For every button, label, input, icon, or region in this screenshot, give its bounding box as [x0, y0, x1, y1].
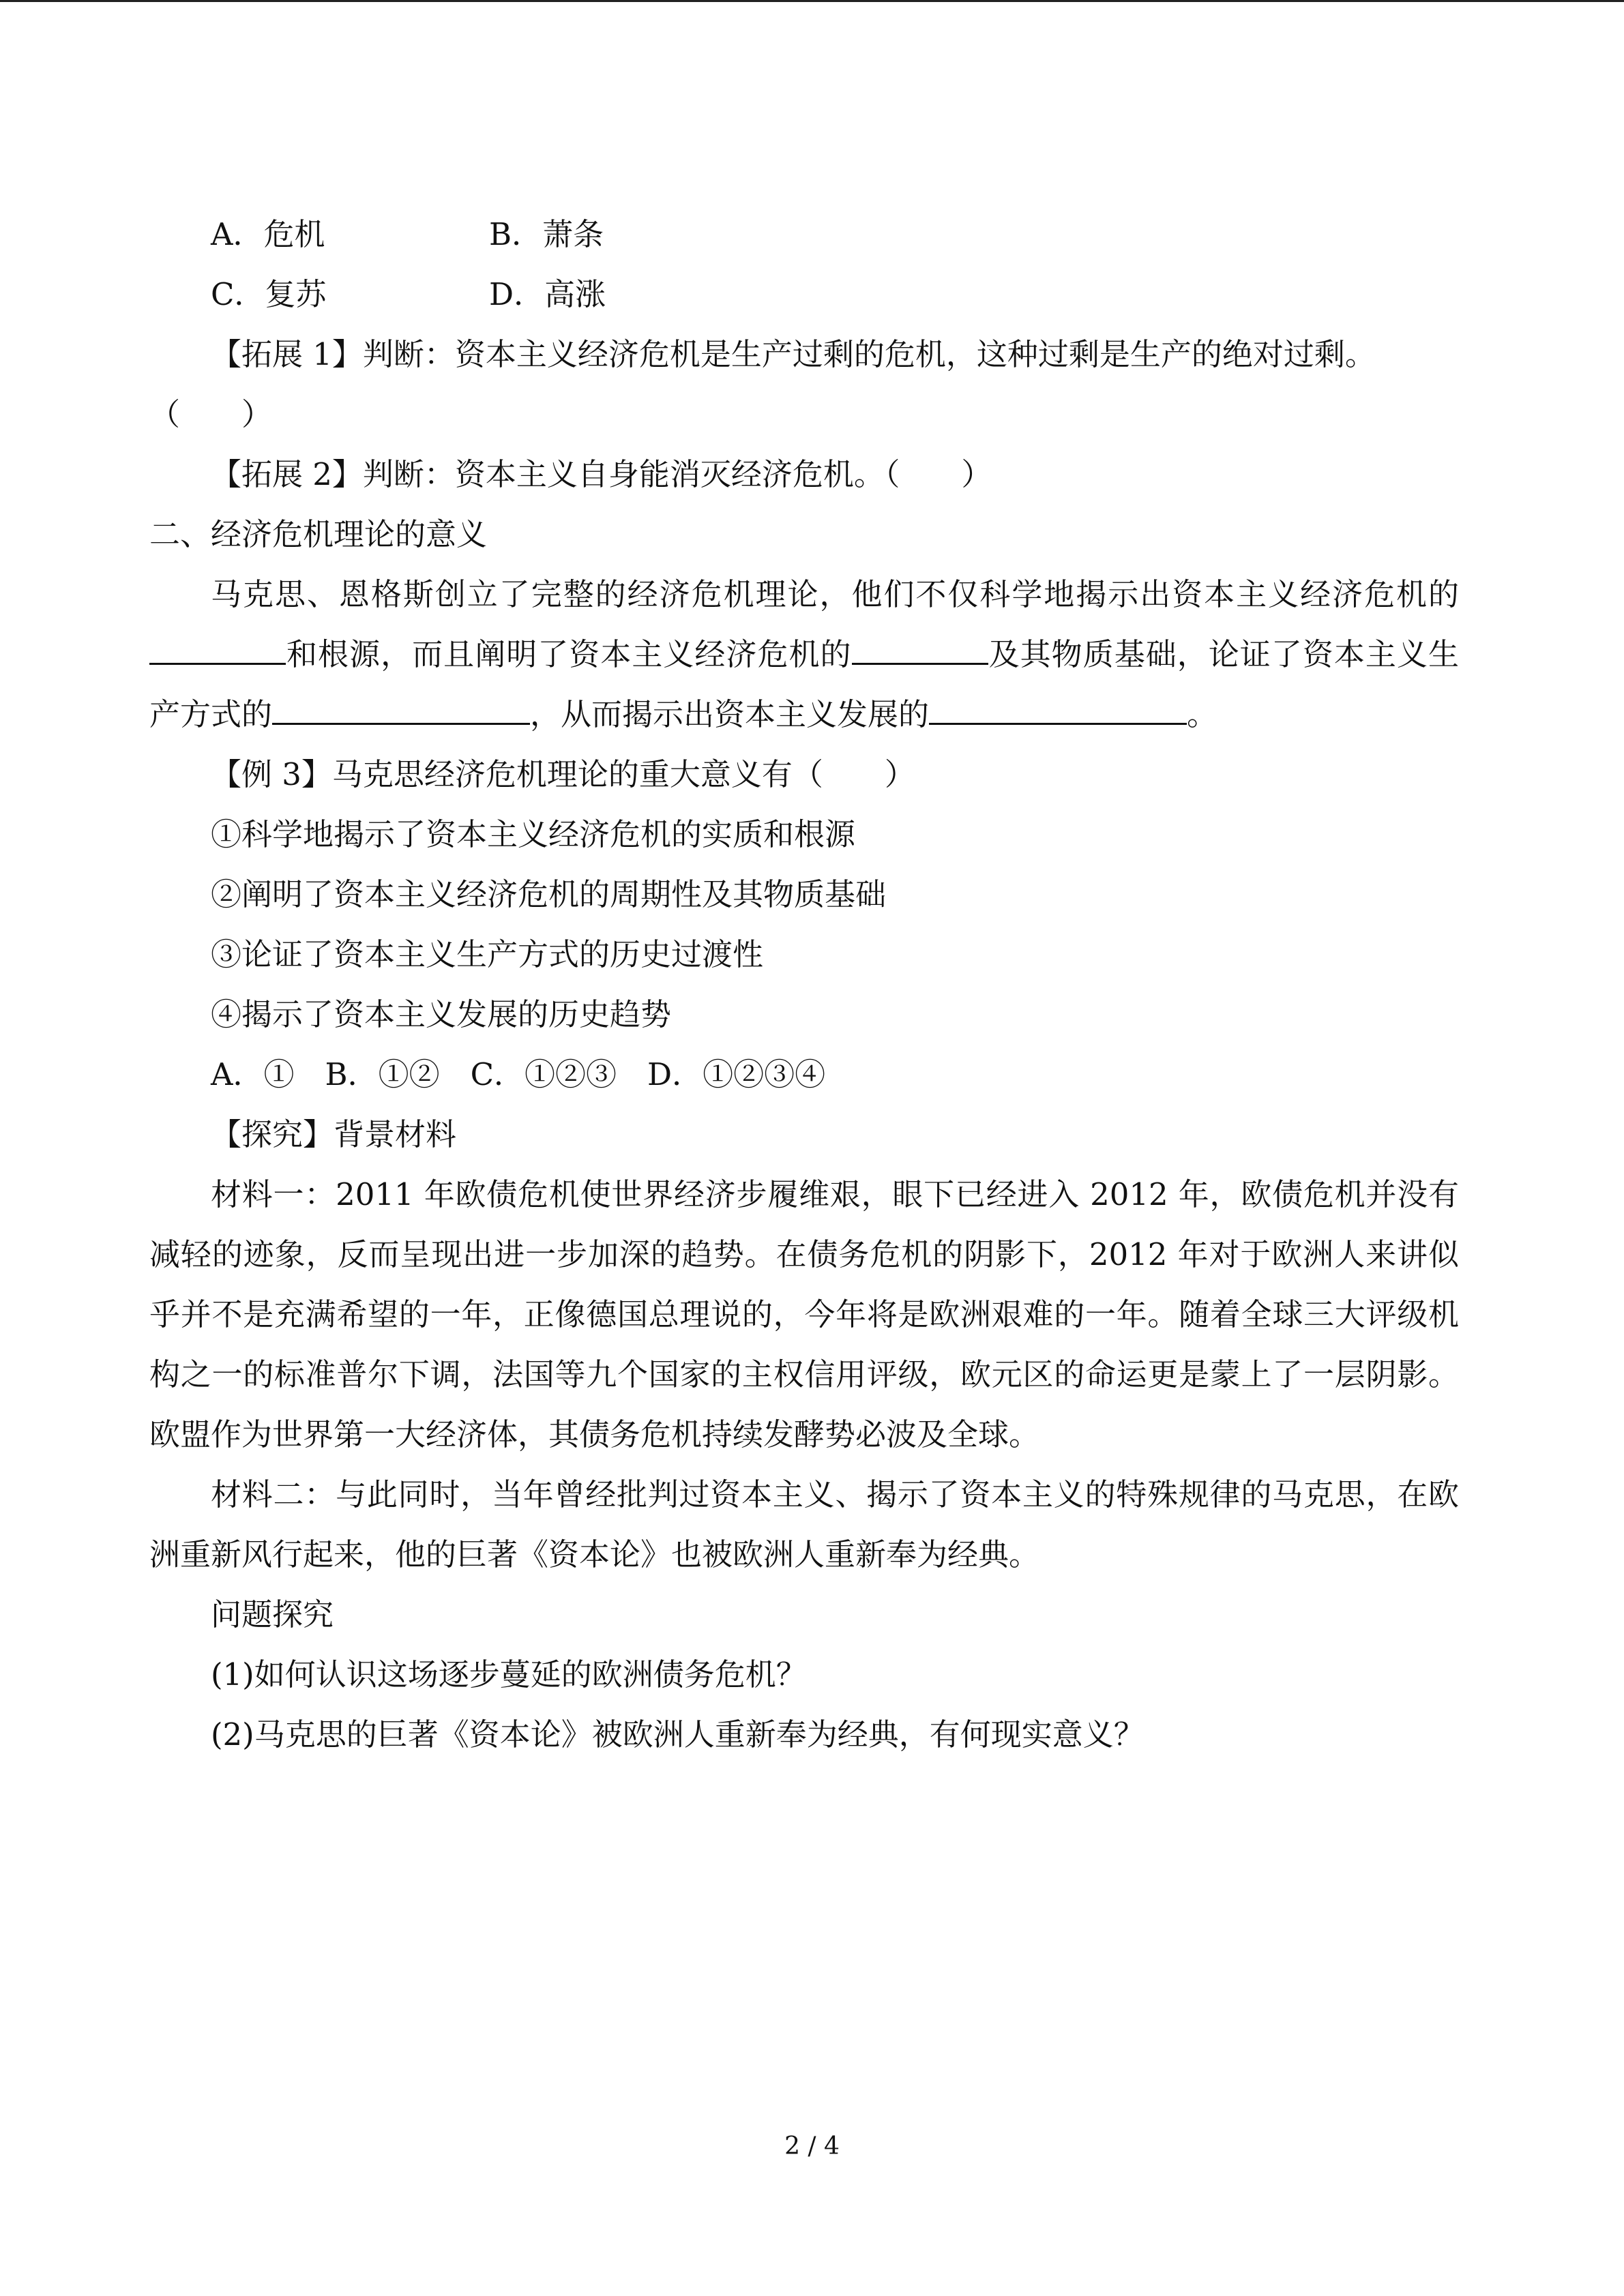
question-1: (1)如何认识这场逐步蔓延的欧洲债务危机？ — [211, 1656, 807, 1693]
blank-2[interactable] — [852, 627, 988, 665]
question-2: (2)马克思的巨著《资本论》被欧洲人重新奉为经典，有何现实意义？ — [211, 1716, 1145, 1753]
explore-heading: 【探究】背景材料 — [211, 1116, 457, 1152]
example-3-options: A．① B．①② C．①②③ D．①②③④ — [211, 1056, 826, 1092]
fill-text-1: 马克思、恩格斯创立了完整的经济危机理论，他们不仅科学地揭示出资本主义经济危机的 — [211, 576, 1459, 612]
fill-in-paragraph — [149, 565, 1459, 745]
fill-text-5: 。 — [1187, 696, 1218, 732]
option-d: D．高涨 — [489, 276, 606, 312]
material-2: 材料二：与此同时，当年曾经批判过资本主义、揭示了资本主义的特殊规律的马克思，在欧洲重新风行起来，他的巨著《资本论》也被欧洲人重新奉为经典。 — [149, 1476, 1459, 1572]
top-border — [0, 0, 1624, 2]
question-heading: 问题探究 — [211, 1596, 334, 1632]
example-3-item-3: ③论证了资本主义生产方式的历史过渡性 — [211, 936, 764, 972]
extension-2: 【拓展 2】判断：资本主义自身能消灭经济危机。（ ） — [211, 456, 992, 492]
option-b: B．萧条 — [489, 216, 604, 252]
example-3-item-4: ④揭示了资本主义发展的历史趋势 — [211, 996, 672, 1032]
fill-text-4: ，从而揭示出资本主义发展的 — [530, 696, 930, 732]
blank-4[interactable] — [929, 687, 1187, 725]
option-a: A．危机 — [211, 216, 325, 252]
example-3-item-1: ①科学地揭示了资本主义经济危机的实质和根源 — [211, 816, 856, 852]
document-body — [149, 205, 1459, 1765]
fill-text-3: 及其物质基础，论证了资本主义生产方式的 — [149, 636, 1459, 732]
options-row-2 — [149, 265, 1459, 325]
fill-text-2: 和根源，而且阐明了资本主义经济危机的 — [286, 636, 852, 672]
example-3-item-2: ②阐明了资本主义经济危机的周期性及其物质基础 — [211, 876, 887, 912]
extension-1-answer-bracket: （ ） — [149, 396, 273, 432]
extension-1: 【拓展 1】判断：资本主义经济危机是生产过剩的危机，这种过剩是生产的绝对过剩。 — [211, 336, 1376, 372]
example-3-stem: 【例 3】马克思经济危机理论的重大意义有（ ） — [211, 756, 915, 792]
option-c: C．复苏 — [211, 276, 327, 312]
section-2-title: 二、经济危机理论的意义 — [149, 516, 488, 552]
blank-3[interactable] — [272, 687, 530, 725]
material-1: 材料一：2011 年欧债危机使世界经济步履维艰，眼下已经进入 2012 年，欧债危机并没有减轻的迹象，反而呈现出进一步加深的趋势。在债务危机的阴影下，2012 年对于欧洲人来讲似乎并不是充满希望的一年，正像德国总理说的，今年将是欧洲艰难的一年。随着全球三大评级机构之一的标准普尔下调，法国等九个国家的主权信用评级，欧元区的命运更是蒙上了一层阴影。欧盟作为世界第一大经济体，其债务危机持续发酵势必波及全球。 — [149, 1176, 1459, 1452]
blank-1[interactable] — [149, 627, 286, 665]
options-row-1 — [149, 205, 1459, 265]
page-number: 2 / 4 — [784, 2132, 840, 2160]
